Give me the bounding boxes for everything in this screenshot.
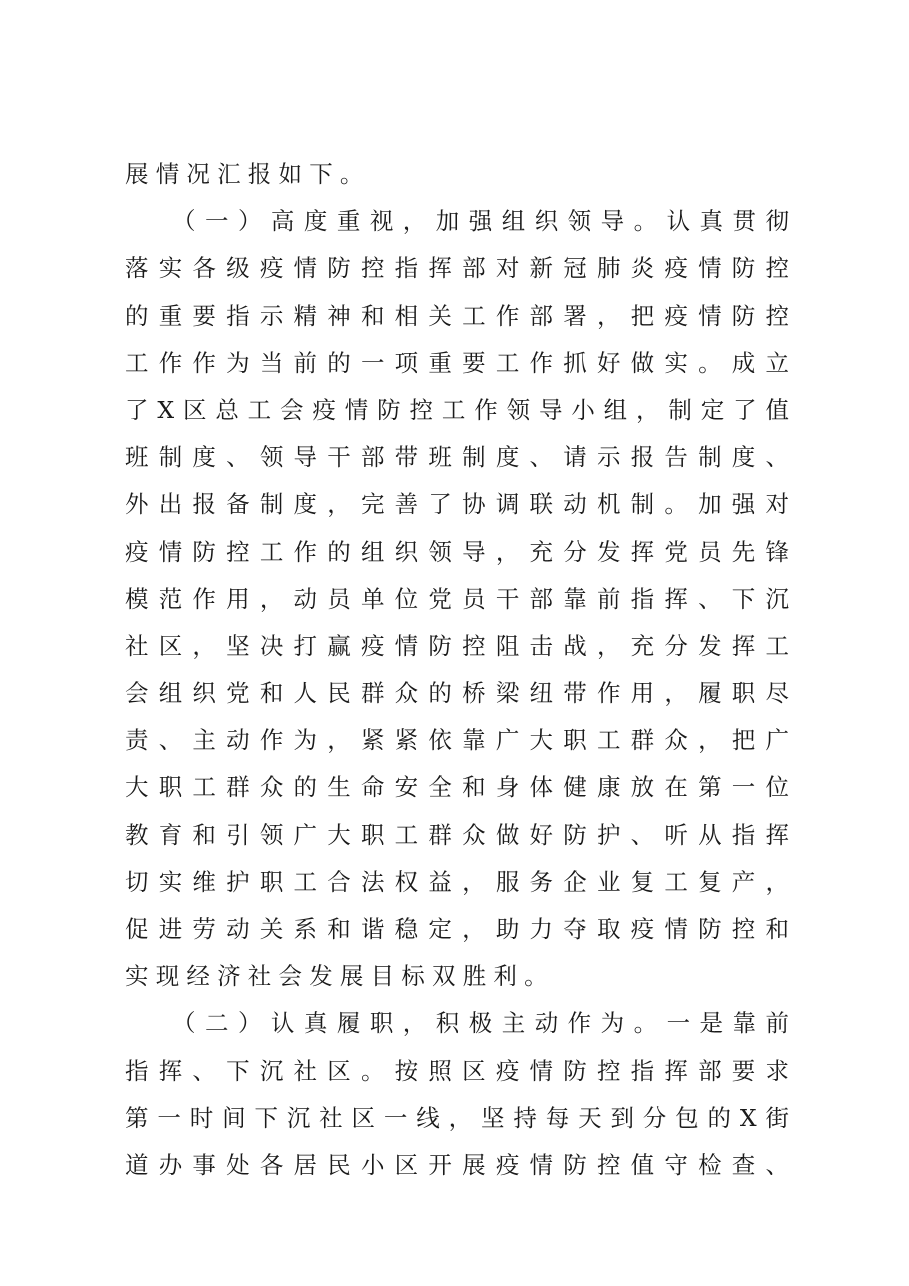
- text-line: 大职工群众的生命安全和身体健康放在第一位: [125, 773, 789, 802]
- document-body: [125, 151, 789, 1189]
- text-line: 第一时间下沉社区一线，坚持每天到分包的X街: [125, 1103, 789, 1132]
- text-line: 会组织党和人民群众的桥梁纽带作用，履职尽: [125, 679, 789, 708]
- text-line: 指挥、下沉社区。按照区疫情防控指挥部要求: [125, 1056, 789, 1085]
- text-line: 外出报备制度，完善了协调联动机制。加强对: [125, 490, 789, 519]
- text-line: 切实维护职工合法权益，服务企业复工复产，: [125, 867, 789, 896]
- text-line: 工作作为当前的一项重要工作抓好做实。成立: [125, 348, 789, 377]
- paragraph-heading-line: （二）认真履职，积极主动作为。一是靠前: [172, 1009, 789, 1038]
- text-line: 教育和引领广大职工群众做好防护、听从指挥: [125, 820, 789, 849]
- text-line: 班制度、领导干部带班制度、请示报告制度、: [125, 443, 789, 472]
- text-line: 展情况汇报如下。: [125, 160, 371, 188]
- text-line: 落实各级疫情防控指挥部对新冠肺炎疫情防控: [125, 254, 789, 283]
- text-line: 了X区总工会疫情防控工作领导小组，制定了值: [125, 395, 789, 424]
- paragraph-heading-line: （一）高度重视，加强组织领导。认真贯彻: [172, 207, 789, 236]
- text-line: 促进劳动关系和谐稳定，助力夺取疫情防控和: [125, 915, 789, 943]
- text-line: 责、主动作为，紧紧依靠广大职工群众，把广: [125, 726, 789, 755]
- text-line: 社区，坚决打赢疫情防控阻击战，充分发挥工: [125, 631, 789, 660]
- text-line: 的重要指示精神和相关工作部署，把疫情防控: [125, 301, 789, 330]
- text-line: 模范作用，动员单位党员干部靠前指挥、下沉: [125, 584, 789, 613]
- text-line: 实现经济社会发展目标双胜利。: [125, 962, 555, 991]
- text-line: 疫情防控工作的组织领导，充分发挥党员先锋: [125, 537, 789, 566]
- text-line: 道办事处各居民小区开展疫情防控值守检查、: [125, 1150, 789, 1179]
